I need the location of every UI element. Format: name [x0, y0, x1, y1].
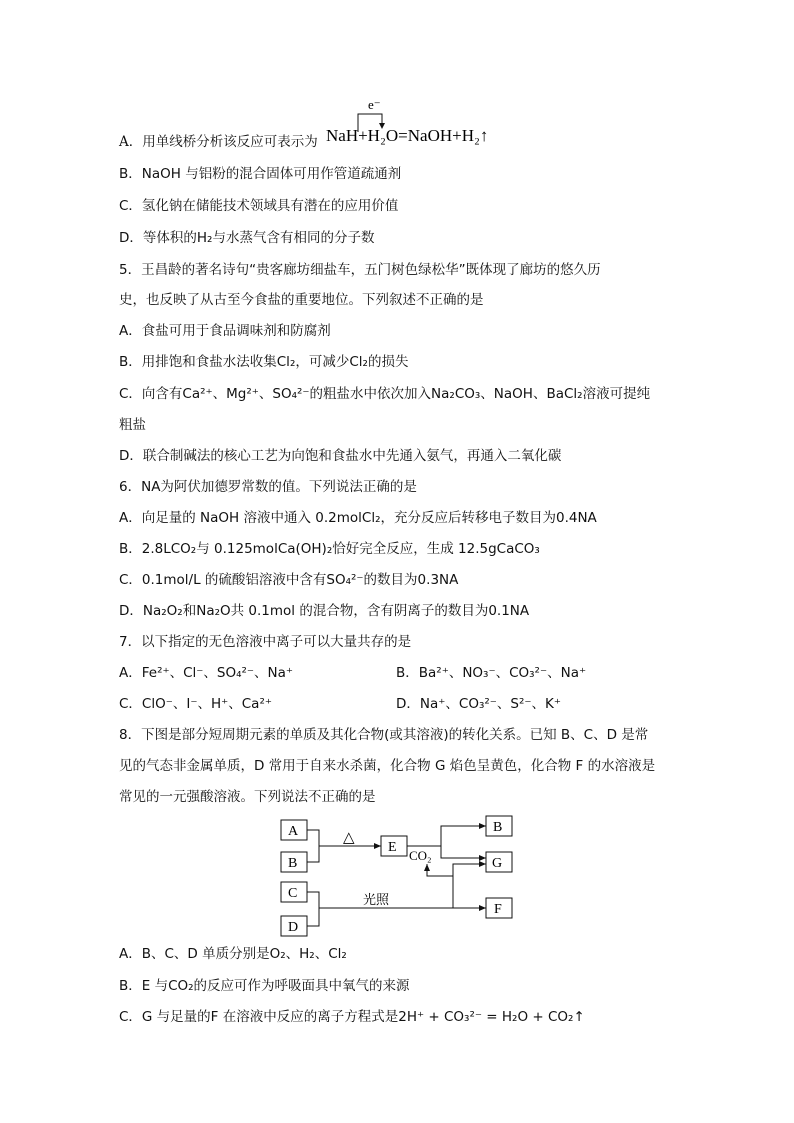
box-a-label: A	[288, 824, 299, 839]
q6-option-b: B．2.8LCO₂与 0.125molCa(OH)₂恰好完全反应，生成 12.5gCaCO₃	[119, 541, 540, 557]
q5-option-a: A．食盐可用于食品调味剂和防腐剂	[119, 323, 331, 339]
electron-label: e⁻	[368, 97, 381, 112]
q5-stem-line1: 5．王昌龄的著名诗句“贵客廊坊细盐车，五门树色绿松华”既体现了廊坊的悠久历	[119, 262, 601, 278]
box-b-label: B	[288, 856, 298, 871]
q7-stem: 7．以下指定的无色溶液中离子可以大量共存的是	[119, 634, 412, 650]
q8-stem-line3: 常见的一元强酸溶液。下列说法不正确的是	[119, 789, 376, 805]
q6-option-a: A．向足量的 NaOH 溶液中通入 0.2molCl₂，充分反应后转移电子数目为0.4NA	[119, 510, 597, 526]
q4-option-b: B．NaOH 与铝粉的混合固体可用作管道疏通剂	[119, 166, 402, 182]
co2-label: CO₂	[409, 848, 432, 863]
q7-option-d: D．Na⁺、CO₃²⁻、S²⁻、K⁺	[396, 696, 561, 712]
q6-option-c: C．0.1mol/L 的硫酸铝溶液中含有SO₄²⁻的数目为0.3NA	[119, 572, 459, 588]
heat-symbol: △	[343, 830, 355, 846]
q6-stem: 6．NA为阿伏加德罗常数的值。下列说法正确的是	[119, 479, 417, 495]
box-f-label: F	[494, 902, 502, 917]
q8-stem-line1: 8．下图是部分短周期元素的单质及其化合物(或其溶液)的转化关系。已知 B、C、D 是常	[119, 727, 649, 743]
reaction-equation: NaH+H₂O=NaOH+H₂↑	[326, 126, 489, 145]
q7-option-a: A．Fe²⁺、Cl⁻、SO₄²⁻、Na⁺	[119, 665, 294, 681]
box-g-label: G	[492, 856, 503, 871]
q5-option-c-line1: C．向含有Ca²⁺、Mg²⁺、SO₄²⁻的粗盐水中依次加入Na₂CO₃、NaOH、BaCl₂溶液可提纯	[119, 386, 651, 402]
q8-option-c: C．G 与足量的F 在溶液中反应的离子方程式是2H⁺ + CO₃²⁻ = H₂O + CO₂↑	[119, 1009, 585, 1025]
light-label: 光照	[363, 893, 390, 908]
q4-option-d: D．等体积的H₂与水蒸气含有相同的分子数	[119, 230, 375, 246]
q5-stem-line2: 史，也反映了从古至今食盐的重要地位。下列叙述不正确的是	[119, 292, 484, 308]
q8-option-b: B．E 与CO₂的反应可作为呼吸面具中氧气的来源	[119, 978, 410, 994]
conversion-diagram	[275, 812, 525, 940]
box-d-label: D	[288, 920, 299, 935]
q5-option-b: B．用排饱和食盐水法收集Cl₂，可减少Cl₂的损失	[119, 354, 409, 370]
box-e-label: E	[388, 840, 397, 855]
q8-stem-line2: 见的气态非金属单质，D 常用于自来水杀菌，化合物 G 焰色呈黄色，化合物 F 的水溶液是	[119, 758, 656, 774]
q8-option-a: A．B、C、D 单质分别是O₂、H₂、Cl₂	[119, 946, 347, 962]
q4-option-a-text: A．用单线桥分析该反应可表示为	[119, 134, 318, 150]
q4-option-c: C．氢化钠在储能技术领域具有潜在的应用价值	[119, 198, 399, 214]
electron-transfer-bridge	[322, 96, 522, 152]
q7-option-c: C．ClO⁻、I⁻、H⁺、Ca²⁺	[119, 696, 272, 712]
q4-option-a	[119, 132, 318, 152]
q5-option-c-line2: 粗盐	[119, 417, 146, 433]
box-c-label: C	[288, 886, 298, 901]
q5-option-d: D．联合制碱法的核心工艺为向饱和食盐水中先通入氨气，再通入二氧化碳	[119, 448, 562, 464]
q7-option-b: B．Ba²⁺、NO₃⁻、CO₃²⁻、Na⁺	[396, 665, 587, 681]
box-b-product-label: B	[493, 820, 503, 835]
q6-option-d: D．Na₂O₂和Na₂O共 0.1mol 的混合物，含有阴离子的数目为0.1NA	[119, 603, 530, 619]
